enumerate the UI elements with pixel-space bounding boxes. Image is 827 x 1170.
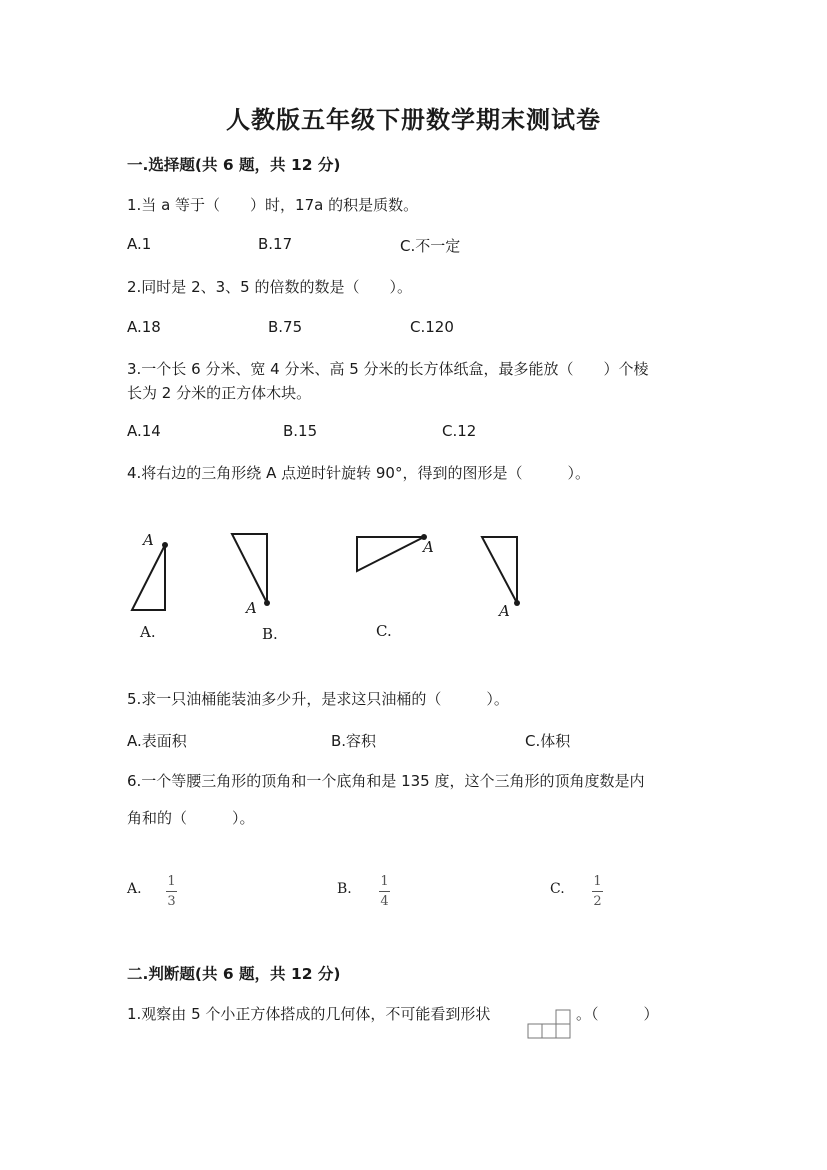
question-5-text: 5.求一只油桶能装油多少升，是求这只油桶的（ ）。 [127, 690, 509, 708]
fraction-denominator: 3 [167, 894, 176, 909]
q3-option-b[interactable]: B.15 [283, 422, 318, 440]
question-1-text: 1.当 a 等于（ ）时，17a 的积是质数。 [127, 196, 419, 214]
q1-option-c[interactable]: C.不一定 [400, 237, 461, 255]
section-heading-judgement: 二.判断题(共 6 题，共 12 分) [127, 965, 341, 983]
fraction-bar [379, 891, 390, 892]
question-6-line-2: 角和的（ ）。 [127, 809, 255, 827]
fraction-numerator: 1 [167, 874, 176, 889]
page-title: 人教版五年级下册数学期末测试卷 [226, 105, 601, 134]
point-a-label: A [423, 538, 434, 556]
q1-option-a[interactable]: A.1 [127, 235, 152, 253]
judgement-1-bracket[interactable]: 。（ ） [576, 1005, 659, 1023]
q6-option-a-fraction [166, 874, 177, 909]
fraction-bar [592, 891, 603, 892]
figure-fourth[interactable] [482, 537, 520, 606]
q3-option-c[interactable]: C.12 [442, 422, 477, 440]
fraction-numerator: 1 [593, 874, 602, 889]
figure-label-b: B. [262, 625, 278, 643]
q6-option-a-label[interactable]: A. [127, 881, 142, 897]
q5-option-a[interactable]: A.表面积 [127, 732, 187, 750]
question-4-text: 4.将右边的三角形绕 A 点逆时针旋转 90°，得到的图形是（ ）。 [127, 464, 590, 482]
point-a-label: A [499, 602, 510, 620]
section-heading-choice: 一.选择题(共 6 题，共 12 分) [127, 156, 341, 174]
figure-option-c[interactable] [357, 534, 427, 571]
figure-label-a: A. [140, 623, 156, 641]
fraction-numerator: 1 [380, 874, 389, 889]
q1-option-b[interactable]: B.17 [258, 235, 293, 253]
q2-option-c[interactable]: C.120 [410, 318, 454, 336]
q2-option-b[interactable]: B.75 [268, 318, 303, 336]
q6-option-b-fraction [379, 874, 390, 909]
question-3-line-2: 长为 2 分米的正方体木块。 [127, 384, 312, 402]
figure-label-c: C. [376, 622, 392, 640]
q2-option-a[interactable]: A.18 [127, 318, 161, 336]
q5-option-b[interactable]: B.容积 [331, 732, 377, 750]
judgement-1-text: 1.观察由 5 个小正方体搭成的几何体，不可能看到形状 [127, 1005, 491, 1023]
fraction-bar [166, 891, 177, 892]
q3-option-a[interactable]: A.14 [127, 422, 161, 440]
question-3-line-1: 3.一个长 6 分米、宽 4 分米、高 5 分米的长方体纸盒，最多能放（ ）个棱 [127, 360, 649, 378]
original-triangle [132, 542, 168, 610]
q6-option-b-label[interactable]: B. [337, 881, 352, 897]
q6-option-c-fraction [592, 874, 603, 909]
point-a-label: A [143, 531, 154, 549]
question-6-line-1: 6.一个等腰三角形的顶角和一个底角和是 135 度，这个三角形的顶角度数是内 [127, 772, 645, 790]
figure-option-b[interactable] [232, 534, 270, 606]
point-a-label: A [246, 599, 257, 617]
q5-option-c[interactable]: C.体积 [525, 732, 571, 750]
fraction-denominator: 4 [380, 894, 389, 909]
fraction-denominator: 2 [593, 894, 602, 909]
cube-shape-figure [526, 1008, 574, 1042]
q6-option-c-label[interactable]: C. [550, 881, 565, 897]
question-2-text: 2.同时是 2、3、5 的倍数的数是（ ）。 [127, 278, 412, 296]
